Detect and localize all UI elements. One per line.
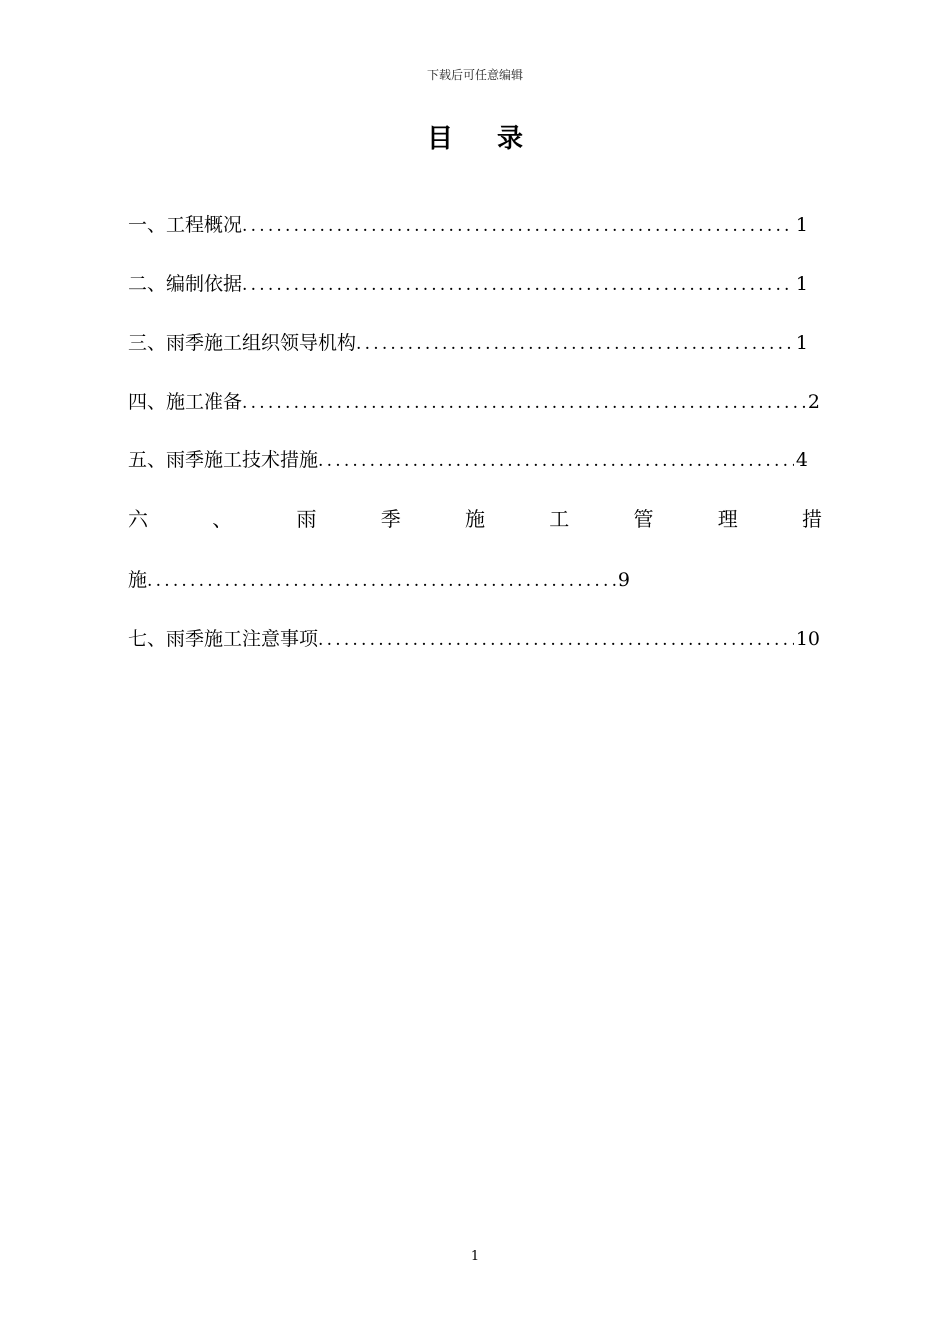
toc-entry-3[interactable] <box>128 328 808 358</box>
toc-leader <box>242 275 794 295</box>
header-note: 下载后可任意编辑 <box>426 68 523 82</box>
toc-entry-5[interactable] <box>128 445 808 475</box>
toc-leader <box>318 451 794 471</box>
toc-spread-char: 措 <box>802 507 822 531</box>
toc-label: 七、雨季施工注意事项 <box>128 628 319 650</box>
toc-spread-char: 雨 <box>296 507 317 531</box>
toc-leader <box>242 393 806 413</box>
toc-label: 施 <box>128 569 148 591</box>
toc-leader <box>356 334 794 354</box>
title-char-2: 录 <box>497 124 524 154</box>
toc-entry-6-spread-label[interactable] <box>128 503 822 533</box>
toc-spread-char: 理 <box>717 507 738 531</box>
toc-spread-char: 工 <box>549 507 570 531</box>
toc-label: 二、编制依据 <box>128 273 243 295</box>
toc-spread-char: 、 <box>212 507 233 531</box>
toc-page-number: 9 <box>617 569 630 591</box>
toc-label: 三、雨季施工组织领导机构 <box>128 332 357 354</box>
title-char-1: 目 <box>426 124 453 154</box>
toc-page-number: 1 <box>795 273 808 295</box>
toc-leader <box>318 630 794 650</box>
toc-label: 五、雨季施工技术措施 <box>128 449 319 471</box>
toc-spread-char: 六 <box>128 507 148 531</box>
toc-entry-1[interactable] <box>128 210 808 240</box>
toc-page-number: 4 <box>795 449 808 471</box>
toc-page-number: 2 <box>807 391 820 413</box>
toc-page-number: 10 <box>795 628 820 650</box>
toc-label: 一、工程概况 <box>128 214 243 236</box>
toc-entry-7[interactable] <box>128 624 820 654</box>
toc-leader <box>242 216 794 236</box>
toc-spread-char: 管 <box>633 507 654 531</box>
page-title <box>0 118 950 155</box>
toc-page-number: 1 <box>795 332 808 354</box>
footer-page-number: 1 <box>470 1249 480 1264</box>
toc-entry-6-continuation[interactable] <box>128 565 630 595</box>
toc-spread-char: 施 <box>465 507 485 531</box>
toc-label: 四、施工准备 <box>128 391 243 413</box>
toc-page-number: 1 <box>795 214 808 236</box>
toc-spread-char: 季 <box>380 507 401 531</box>
toc-entry-2[interactable] <box>128 269 808 299</box>
toc-leader <box>147 571 616 591</box>
toc-entry-4[interactable] <box>128 387 820 417</box>
